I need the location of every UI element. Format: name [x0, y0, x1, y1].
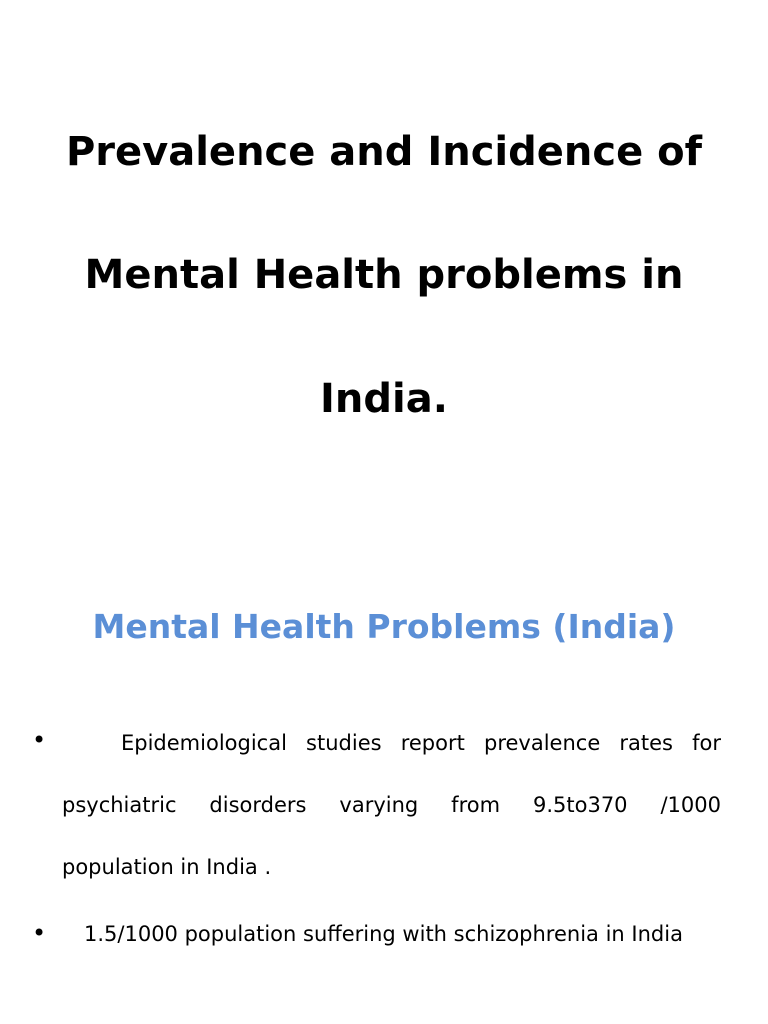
title-line-1: Prevalence and Incidence of — [65, 129, 702, 175]
title-line-2: Mental Health problems in — [84, 252, 684, 298]
section-heading: Mental Health Problems (India) — [92, 607, 676, 646]
bullet-1-line-2: psychiatric disorders varying from 9.5to370 /1000 — [62, 793, 721, 817]
title-line-3: India. — [320, 376, 448, 422]
bullet-1-line-3: population in India . — [62, 855, 272, 879]
bullet-1-line-1: Epidemiological studies report prevalence rates for — [121, 731, 721, 755]
bullet-2-line-1: 1.5/1000 population suffering with schizophrenia in India — [84, 922, 683, 946]
bullet-marker: • — [32, 919, 47, 947]
bullet-marker: • — [32, 726, 47, 754]
